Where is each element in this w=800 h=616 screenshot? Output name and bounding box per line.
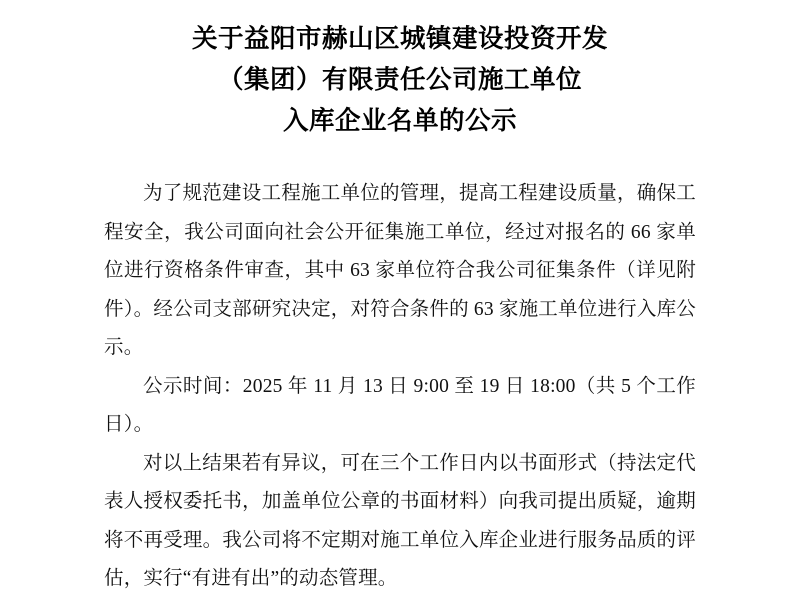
page-title-line-1: 关于益阳市赫山区城镇建设投资开发 [191, 24, 608, 53]
paragraph-3: 对以上结果若有异议，可在三个工作日内以书面形式（持法定代表人授权委托书，加盖单位公章的书面材料）向我司提出质疑，逾期将不再受理。我公司将不定期对施工单位入库企业进行服务品质的评估，实行“有进有出”的动态管理。 [104, 452, 696, 589]
page-title-line-2: （集团）有限责任公司施工单位 [217, 65, 582, 94]
paragraph-2: 公示时间：2025 年 11 月 13 日 9:00 至 19 日 18:00（共 5 个工作日）。 [104, 375, 696, 435]
page-title [0, 0, 800, 141]
page-title-line-3: 入库企业名单的公示 [282, 106, 517, 135]
document-body [0, 175, 800, 599]
paragraph-1: 为了规范建设工程施工单位的管理，提高工程建设质量，确保工程安全，我公司面向社会公开征集施工单位，经过对报名的 66 家单位进行资格条件审查，其中 63 家单位符合我公司征集条件（详见附件）。经公司支部研究决定，对符合条件的 63 家施工单位进行入库公示。 [104, 183, 696, 358]
